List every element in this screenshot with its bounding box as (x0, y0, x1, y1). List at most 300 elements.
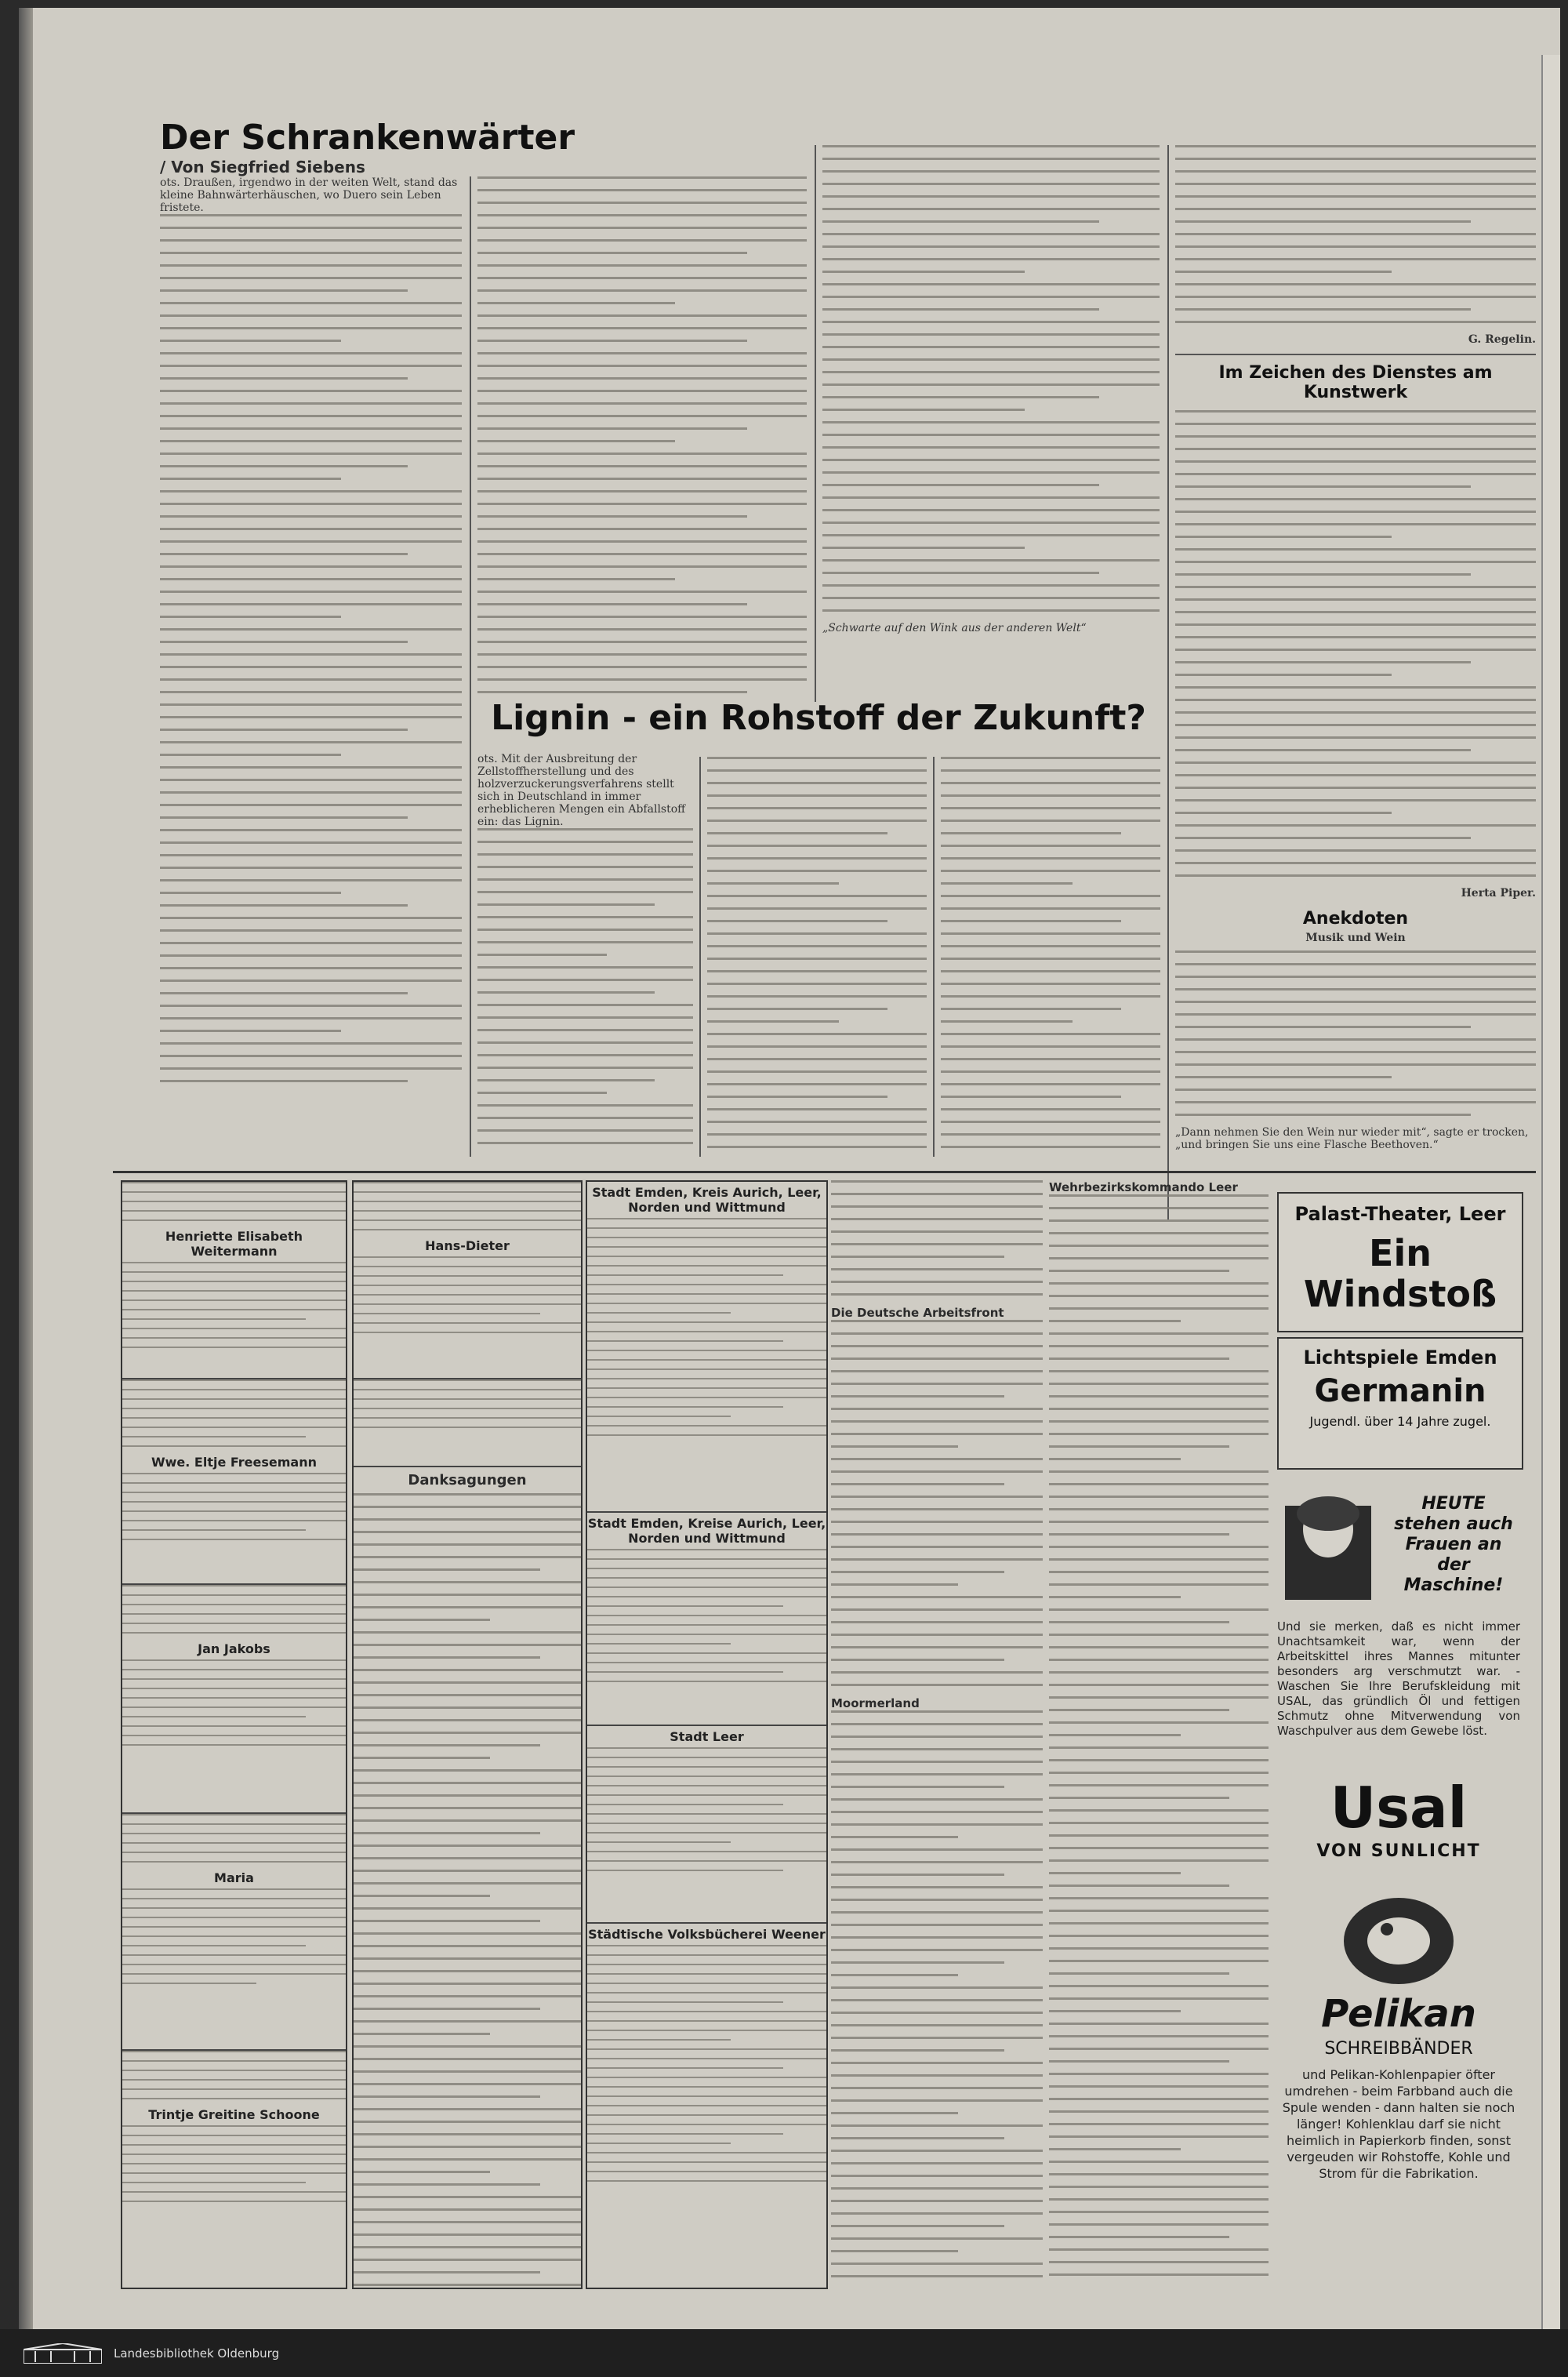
text-line (1175, 736, 1536, 739)
text-line (707, 1146, 927, 1148)
text-line (122, 1408, 346, 1409)
lignin-lead: ots. Mit der Ausbreitung der Zellstoffherstellung und des holzverzuckerungsverfahrens stellt sich in Deutschland in immer erheblicheren Mengen ein Abfallstoff ein: das Lignin. (477, 753, 686, 828)
text-line (1049, 1621, 1229, 1623)
lichtspiele-film-title: Germanin (1314, 1373, 1486, 1409)
text-line (160, 691, 462, 693)
text-line (831, 1899, 1043, 1901)
text-line (831, 1496, 1043, 1498)
text-line (477, 979, 693, 981)
text-line (822, 534, 1160, 536)
text-line (822, 220, 1099, 223)
text-line (160, 578, 462, 580)
text-line (160, 1080, 408, 1082)
text-line (477, 352, 807, 354)
text-line (587, 1265, 826, 1267)
text-line (160, 892, 341, 894)
text-line (1049, 1332, 1269, 1335)
library-building-icon (24, 2343, 102, 2364)
text-line (1049, 1445, 1229, 1448)
text-lines (122, 1473, 346, 1540)
text-line (587, 1652, 826, 1654)
text-line (1049, 2161, 1269, 2163)
text-line (477, 1142, 693, 1144)
text-line (1175, 435, 1536, 438)
text-line (477, 954, 607, 956)
text-line (1049, 2123, 1269, 2125)
text-line (354, 1970, 581, 1972)
text-lines (941, 757, 1160, 1148)
text-line (707, 857, 927, 860)
text-line (831, 2087, 1043, 2089)
column-rule (699, 757, 701, 1157)
text-line (122, 1281, 346, 1282)
text-line (831, 1736, 1043, 1738)
text-line (831, 1710, 1043, 1713)
text-lines (122, 1182, 346, 1221)
text-line (354, 1644, 581, 1646)
article-divider (1175, 354, 1536, 355)
text-line (160, 929, 462, 932)
text-line (587, 2171, 826, 2172)
text-line (587, 1284, 826, 1285)
text-line (831, 1521, 1043, 1523)
text-line (477, 402, 807, 405)
text-line (1049, 2211, 1269, 2213)
text-line (122, 1973, 346, 1975)
text-line (831, 1974, 958, 1976)
text-line (831, 2212, 1043, 2215)
text-line (160, 239, 462, 242)
text-line (160, 980, 462, 982)
text-line (1049, 2148, 1181, 2150)
lichtspiele-name: Lichtspiele Emden (1303, 1347, 1497, 1368)
text-line (941, 920, 1121, 922)
text-line (707, 1083, 927, 1085)
text-line (941, 1108, 1160, 1110)
text-line (477, 603, 747, 605)
text-line (160, 302, 462, 304)
text-line (160, 440, 462, 442)
text-lines (122, 1659, 346, 1746)
column-rule (933, 757, 935, 1157)
text-line (831, 1823, 1043, 1826)
text-line (122, 1347, 346, 1348)
notice-block (122, 2051, 346, 2286)
text-line (1049, 1797, 1229, 1799)
adjacent-page-edge (1541, 55, 1560, 2329)
text-line (160, 779, 462, 781)
text-line (941, 1058, 1160, 1060)
text-line (831, 1332, 1043, 1335)
text-line (1175, 423, 1536, 425)
text-line (354, 1518, 581, 1521)
text-line (831, 1836, 958, 1838)
text-line (831, 1395, 1004, 1397)
text-line (1049, 1709, 1229, 1711)
text-line (822, 559, 1160, 562)
text-line (587, 1218, 826, 1219)
text-line (1049, 1671, 1269, 1674)
text-line (477, 540, 807, 543)
text-line (831, 1281, 1043, 1283)
text-line (831, 1886, 1043, 1888)
text-line (587, 1964, 826, 1965)
text-line (354, 1782, 581, 1784)
text-lines (831, 1180, 1043, 1296)
text-line (707, 1096, 887, 1098)
text-line (477, 666, 807, 668)
text-line (1049, 1458, 1181, 1460)
text-line (707, 1008, 887, 1010)
text-lines (122, 1262, 346, 1348)
notice-head: Stadt Emden, Kreis Aurich, Leer, Norden und Wittmund (592, 1185, 822, 1215)
text-line (831, 2187, 1043, 2190)
text-line (587, 2124, 826, 2125)
text-line (1049, 1608, 1269, 1611)
text-line (831, 1445, 958, 1448)
text-line (831, 1596, 1043, 1598)
palast-theater-name: Palast-Theater, Leer (1294, 1203, 1506, 1225)
text-line (160, 816, 408, 819)
text-line (477, 591, 807, 593)
text-line (941, 983, 1160, 985)
text-line (477, 302, 675, 304)
text-line (160, 365, 462, 367)
text-line (587, 1406, 783, 1408)
text-line (1175, 674, 1392, 676)
text-line (1049, 2010, 1181, 2012)
text-line (160, 678, 462, 681)
text-line (122, 1833, 346, 1834)
text-line (160, 628, 462, 631)
text-line (1049, 1596, 1181, 1598)
text-line (160, 264, 462, 267)
text-lines (831, 1320, 1043, 1686)
text-line (354, 1398, 581, 1400)
text-line (122, 1417, 346, 1419)
text-line (354, 2020, 581, 2023)
text-line (122, 1852, 346, 1853)
text-line (941, 870, 1160, 872)
text-line (1175, 849, 1536, 852)
text-line (354, 1285, 581, 1286)
text-line (1049, 1834, 1269, 1837)
text-line (122, 1290, 346, 1292)
text-line (354, 2196, 581, 2198)
text-line (477, 503, 807, 505)
text-line (160, 841, 462, 844)
text-line (354, 1313, 540, 1314)
schrankenwaerter-byline: / Von Siegfried Siebens (160, 158, 365, 176)
text-line (122, 2172, 346, 2174)
text-line (1049, 1533, 1229, 1536)
text-line (122, 1501, 346, 1503)
text-line (160, 1017, 462, 1019)
lichtspiele-emden-ad (1277, 1337, 1523, 1470)
text-line (1175, 761, 1536, 764)
text-line (160, 653, 462, 656)
text-line (587, 1350, 826, 1351)
text-line (831, 2162, 1043, 2164)
text-line (477, 340, 747, 342)
text-line (941, 970, 1160, 972)
text-line (160, 453, 462, 455)
text-line (587, 2077, 826, 2078)
text-line (160, 227, 462, 229)
text-line (831, 2250, 958, 2252)
woman-illustration (1277, 1482, 1387, 1616)
text-lines (122, 1814, 346, 1863)
text-line (1049, 2236, 1229, 2238)
text-line (1175, 749, 1471, 751)
text-line (160, 954, 462, 957)
text-line (354, 2121, 581, 2123)
text-line (122, 1318, 306, 1320)
schrankenwaerter-column-1 (160, 176, 462, 1157)
text-line (831, 1761, 1043, 1763)
text-line (831, 1205, 1043, 1208)
text-line (831, 2074, 1043, 2077)
text-line (354, 1744, 540, 1746)
text-line (587, 1605, 783, 1607)
text-line (122, 2125, 346, 2127)
pelikan-sub: SCHREIBBÄNDER (1324, 2039, 1473, 2059)
text-line (1175, 145, 1536, 147)
text-line (122, 1436, 306, 1437)
usal-brand: Usal (1330, 1775, 1468, 1841)
section-divider (113, 1171, 1536, 1173)
text-line (1049, 1922, 1269, 1924)
text-line (1049, 1219, 1269, 1222)
text-line (477, 277, 807, 279)
text-line (1049, 2035, 1269, 2037)
text-line (354, 1408, 581, 1409)
notice-block (122, 1814, 346, 2051)
text-line (122, 1520, 346, 1521)
text-line (477, 891, 693, 893)
text-line (354, 1322, 581, 1324)
text-line (1049, 1646, 1269, 1648)
text-line (122, 1935, 346, 1937)
text-line (831, 1458, 1043, 1460)
text-line (122, 1445, 346, 1447)
text-line (122, 1688, 346, 1689)
text-line (822, 547, 1025, 549)
text-line (122, 1613, 346, 1615)
text-line (354, 1568, 540, 1571)
text-line (822, 597, 1160, 599)
text-lines (122, 2051, 346, 2099)
classifieds-column-2 (352, 1180, 583, 2289)
text-line (122, 1954, 346, 1956)
text-line (822, 509, 1160, 511)
text-line (1049, 1960, 1269, 1962)
text-line (1049, 1721, 1269, 1724)
text-line (587, 2105, 826, 2106)
text-line (354, 1681, 581, 1684)
text-line (707, 820, 927, 822)
text-line (1175, 724, 1536, 726)
text-line (122, 1427, 346, 1428)
text-lines (1049, 1194, 1269, 2286)
text-line (831, 1546, 1043, 1548)
text-line (1049, 1395, 1269, 1397)
text-line (831, 1961, 1004, 1964)
text-line (160, 992, 408, 994)
text-line (587, 2086, 826, 2088)
text-line (1175, 548, 1536, 551)
text-line (122, 1482, 346, 1484)
text-line (587, 1624, 826, 1626)
text-line (122, 1262, 346, 1263)
text-line (354, 1631, 581, 1634)
text-line (587, 1246, 826, 1248)
text-line (1175, 283, 1536, 285)
text-line (1049, 1257, 1269, 1259)
text-line (160, 791, 462, 794)
text-line (477, 678, 807, 681)
text-line (587, 1340, 783, 1342)
text-line (831, 1949, 1043, 1951)
classifieds-column-4 (831, 1180, 1043, 2286)
text-line (122, 1201, 346, 1202)
text-line (160, 277, 462, 279)
text-line (822, 471, 1160, 474)
text-line (160, 1005, 462, 1007)
text-line (354, 1594, 581, 1596)
text-line (1175, 976, 1536, 978)
text-line (831, 1986, 1043, 1989)
text-line (1049, 1784, 1269, 1786)
text-line (1049, 1307, 1269, 1310)
text-line (122, 1309, 346, 1310)
text-line (822, 396, 1099, 398)
text-line (587, 1832, 826, 1834)
text-line (477, 427, 747, 430)
text-line (587, 1775, 826, 1777)
text-lines (1175, 145, 1536, 323)
text-line (354, 1769, 581, 1772)
text-line (354, 1531, 581, 1533)
text-line (707, 870, 927, 872)
text-line (587, 1615, 826, 1616)
text-line (160, 616, 341, 618)
text-line (587, 1813, 826, 1815)
text-line (822, 371, 1160, 373)
notice-name: Trintje Greitine Schoone (148, 2107, 320, 2122)
text-line (822, 383, 1160, 386)
text-line (354, 2208, 581, 2211)
text-line (1049, 1433, 1269, 1435)
text-lines (587, 1945, 826, 2182)
text-line (1175, 1013, 1536, 1016)
text-line (160, 490, 462, 492)
palast-theater-ad (1277, 1192, 1523, 1332)
text-line (477, 991, 655, 994)
palast-film-title: Ein Windstoß (1303, 1232, 1497, 1315)
text-line (831, 1180, 1043, 1183)
text-lines (707, 757, 927, 1148)
text-line (477, 1067, 693, 1069)
text-line (822, 446, 1160, 449)
text-line (831, 1558, 1043, 1561)
text-line (1175, 170, 1536, 173)
text-line (831, 1659, 1004, 1661)
text-line (1049, 2085, 1269, 2088)
notice-block (122, 1182, 346, 1379)
text-line (122, 2153, 346, 2155)
text-line (1175, 308, 1471, 311)
text-line (1049, 2273, 1269, 2276)
notice-name: Jan Jakobs (198, 1641, 270, 1656)
text-line (707, 970, 927, 972)
text-line (587, 1823, 826, 1824)
notice-block (122, 1585, 346, 1814)
schrankenwaerter-column-3 (822, 145, 1160, 686)
text-line (354, 1256, 581, 1258)
text-line (587, 1747, 826, 1749)
text-line (822, 584, 1160, 587)
text-line (587, 1785, 826, 1786)
danksagungen-header: Danksagungen (408, 1472, 527, 1488)
text-line (477, 478, 807, 480)
text-line (477, 415, 807, 417)
text-line (122, 1623, 346, 1624)
text-line (822, 258, 1160, 260)
notice-head: Städtische Volksbücherei Weener (588, 1927, 826, 1942)
text-line (477, 866, 693, 868)
lignin-column-1 (477, 753, 693, 1161)
text-line (1049, 1634, 1269, 1636)
text-line (831, 1408, 1043, 1410)
text-line (707, 932, 927, 935)
text-line (587, 2143, 731, 2144)
text-line (1049, 1508, 1269, 1510)
newspaper-page (19, 8, 1560, 2329)
text-line (1049, 1935, 1269, 1937)
text-line (477, 929, 693, 931)
text-line (1175, 862, 1536, 864)
text-line (160, 478, 341, 480)
text-line (1175, 158, 1536, 160)
text-line (354, 1332, 581, 1333)
text-line (941, 1121, 1160, 1123)
text-line (160, 603, 462, 605)
text-line (587, 1331, 826, 1332)
text-line (160, 314, 462, 317)
text-line (587, 1387, 826, 1389)
notice-head: Wehrbezirkskommando Leer (1049, 1180, 1238, 1194)
text-line (1049, 2110, 1269, 2113)
text-line (587, 1634, 826, 1635)
text-line (354, 1210, 581, 1212)
text-line (160, 641, 408, 643)
text-line (1175, 195, 1536, 198)
text-line (160, 415, 462, 417)
text-line (822, 496, 1160, 499)
text-line (1175, 649, 1536, 651)
text-line (477, 227, 807, 229)
text-lines (587, 1218, 826, 1436)
text-line (160, 252, 462, 254)
text-line (122, 1492, 346, 1493)
text-line (1175, 1051, 1536, 1053)
text-line (941, 807, 1160, 809)
text-line (941, 794, 1160, 797)
text-line (1049, 1859, 1269, 1862)
lignin-title: Lignin - ein Rohstoff der Zukunft? (491, 698, 1146, 738)
text-line (1049, 2098, 1269, 2100)
